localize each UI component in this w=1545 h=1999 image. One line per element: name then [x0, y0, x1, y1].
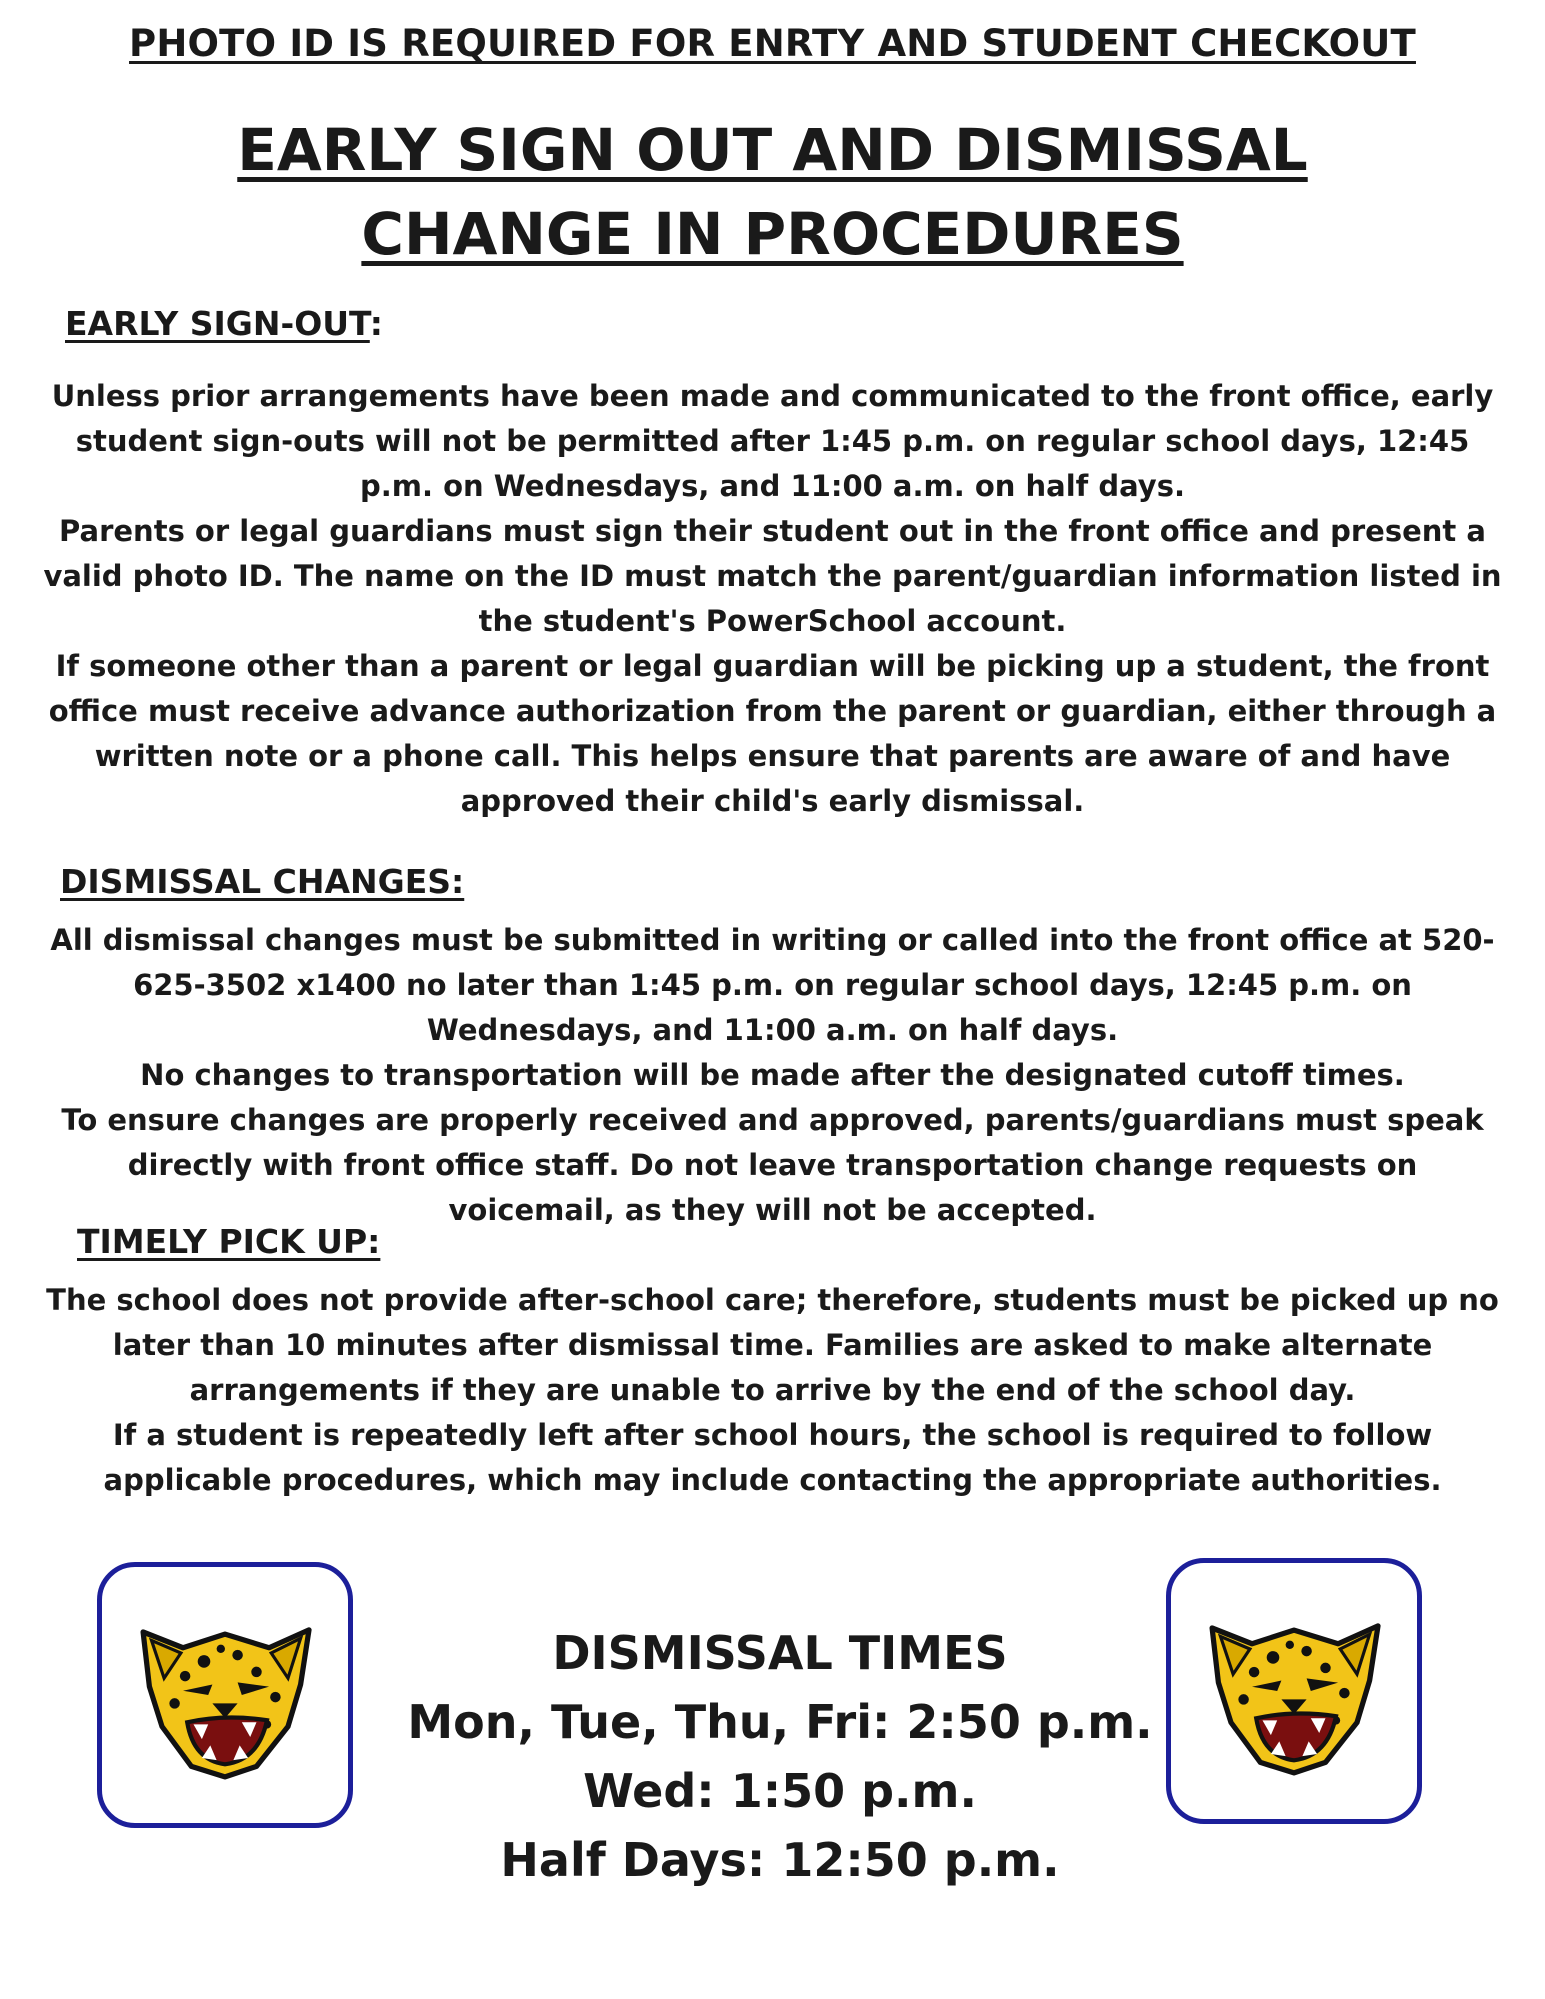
early-signout-heading-text: EARLY SIGN-OUT: [65, 304, 370, 343]
logo-left: [97, 1562, 353, 1828]
early-signout-body: [40, 374, 1505, 824]
early-signout-paragraph: Unless prior arrangements have been made and communicated to the front office, early student sign-outs will not be permitted after 1:45 p.m. on regular school days, 12:45 p.m. on Wednesdays, and 11:00 a.m. on half days.: [51, 379, 1494, 503]
dismissal-changes-body: [40, 918, 1505, 1233]
early-signout-paragraph: If someone other than a parent or legal guardian will be picking up a student, the front office must receive advance authorization from the parent or guardian, either through a written note or a phone call. This helps ensure that parents are aware of and have approved their child's early dismissal.: [48, 649, 1497, 818]
early-signout-heading: [65, 304, 383, 343]
dismissal-changes-paragraph: No changes to transportation will be made after the designated cutoff times.: [140, 1058, 1405, 1092]
jaguar-mascot-icon: [1189, 1586, 1399, 1796]
early-signout-heading-colon: :: [369, 304, 383, 343]
page-title-line-2: CHANGE IN PROCEDURES: [361, 200, 1184, 268]
dismissal-time-wednesday: Wed: 1:50 p.m.: [583, 1764, 977, 1818]
dismissal-changes-heading: [60, 862, 464, 901]
dismissal-times: [380, 1618, 1180, 1895]
jaguar-mascot-icon: [120, 1590, 330, 1800]
dismissal-changes-paragraph: All dismissal changes must be submitted in writing or called into the front office at 520-625-3502 x1400 no later than 1:45 p.m. on regular school days, 12:45 p.m. on Wednesdays, and 11:00 a.m. on half days.: [50, 923, 1495, 1047]
dismissal-time-half-days: Half Days: 12:50 p.m.: [500, 1833, 1060, 1887]
timely-pickup-heading: [77, 1222, 380, 1261]
timely-pickup-body: [40, 1278, 1505, 1503]
dismissal-changes-paragraph: To ensure changes are properly received and approved, parents/guardians must speak directly with front office staff. Do not leave transportation change requests on voicemail, as they will not be accepted.: [61, 1103, 1484, 1227]
dismissal-times-title: DISMISSAL TIMES: [552, 1626, 1008, 1680]
dismissal-changes-heading-text: DISMISSAL CHANGES:: [60, 862, 465, 901]
early-signout-paragraph: Parents or legal guardians must sign their student out in the front office and present a valid photo ID. The name on the ID must match the parent/guardian information listed in the student's PowerSchool account.: [43, 514, 1502, 638]
page-title: [0, 108, 1545, 276]
dismissal-time-regular: Mon, Tue, Thu, Fri: 2:50 p.m.: [407, 1695, 1153, 1749]
photo-id-notice: PHOTO ID IS REQUIRED FOR ENRTY AND STUDENT CHECKOUT: [129, 22, 1416, 65]
logo-right: [1166, 1558, 1422, 1824]
timely-pickup-paragraph: The school does not provide after-school care; therefore, students must be picked up no later than 10 minutes after dismissal time. Families are asked to make alternate arrangements if they are unable to arrive by the end of the school day.: [46, 1283, 1499, 1407]
page-title-line-1: EARLY SIGN OUT AND DISMISSAL: [237, 116, 1308, 184]
timely-pickup-paragraph: If a student is repeatedly left after school hours, the school is required to follow applicable procedures, which may include contacting the appropriate authorities.: [103, 1418, 1442, 1497]
timely-pickup-heading-text: TIMELY PICK UP:: [77, 1222, 381, 1261]
